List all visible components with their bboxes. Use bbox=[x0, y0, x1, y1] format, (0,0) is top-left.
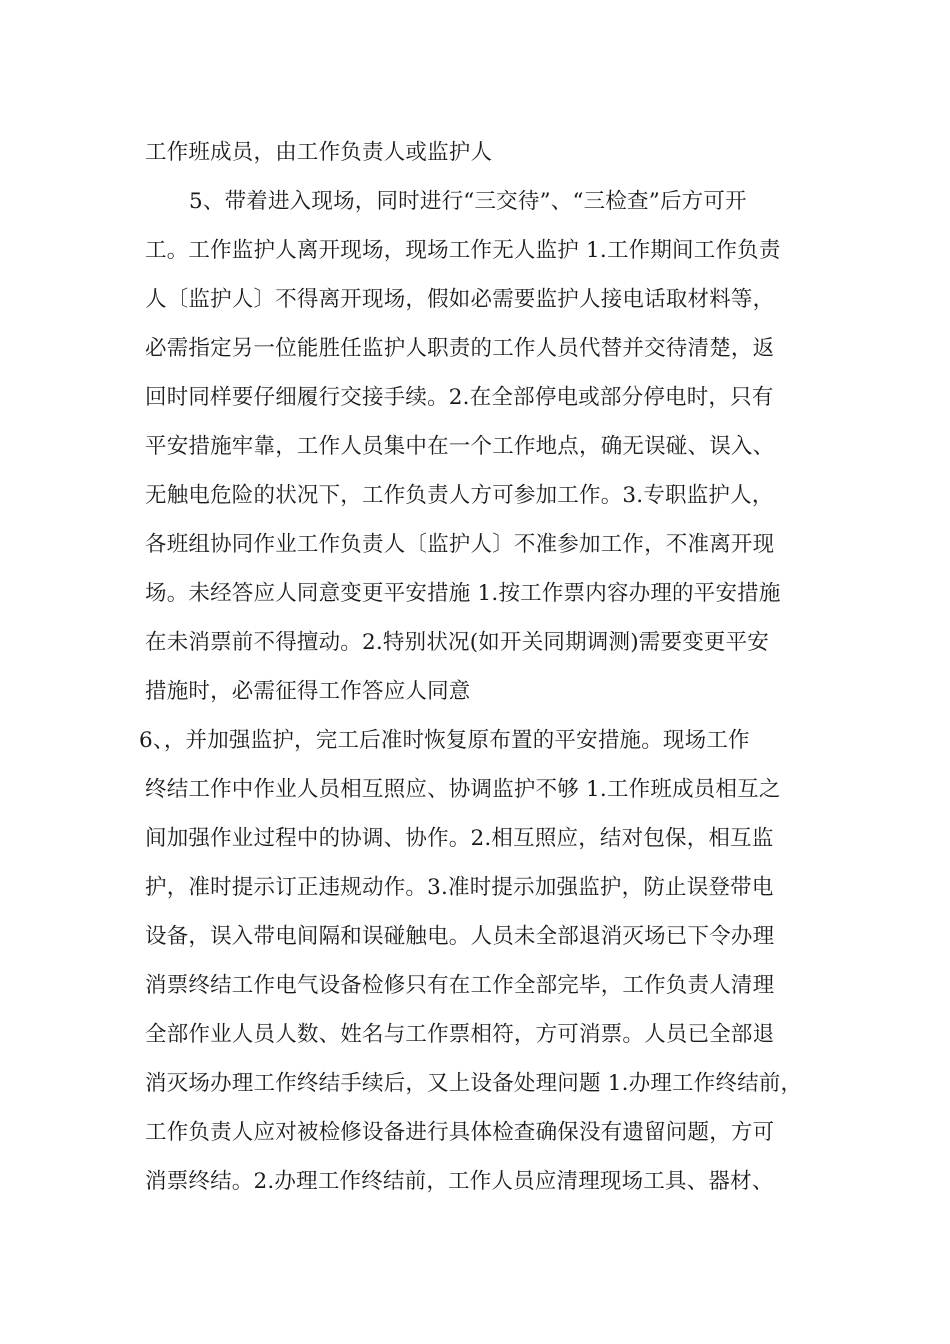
text-line: 工。工作监护人离开现场，现场工作无人监护 1.工作期间工作负责 bbox=[145, 238, 781, 263]
text-line: 工作班成员，由工作负责人或监护人 bbox=[145, 140, 493, 165]
text-line: 间加强作业过程中的协调、协作。2.相互照应，结对包保，相互监 bbox=[145, 826, 774, 851]
text-line: 无触电危险的状况下，工作负责人方可参加工作。3.专职监护人， bbox=[145, 483, 774, 508]
document-body bbox=[139, 128, 825, 1206]
text-line: 消灭场办理工作终结手续后，又上设备处理问题 1.办理工作终结前， bbox=[145, 1071, 803, 1096]
text-line: 消票终结工作电气设备检修只有在工作全部完毕，工作负责人清理 bbox=[145, 973, 775, 998]
text-line: 消票终结。2.办理工作终结前，工作人员应清理现场工具、器材、 bbox=[145, 1169, 774, 1194]
text-line: 全部作业人员人数、姓名与工作票相符，方可消票。人员已全部退 bbox=[145, 1022, 775, 1047]
text-line: 设备，误入带电间隔和误碰触电。人员未全部退消灭场已下令办理 bbox=[145, 924, 775, 949]
text-line: 6、，并加强监护，完工后准时恢复原布置的平安措施。现场工作 bbox=[139, 728, 750, 753]
text-line: 各班组协同作业工作负责人〔监护人〕不准参加工作，不准离开现 bbox=[145, 532, 775, 557]
text-line: 5、带着进入现场，同时进行“三交待”、“三检查”后方可开 bbox=[189, 189, 747, 214]
text-line: 在未消票前不得擅动。2.特别状况(如开关同期调测)需要变更平安 bbox=[145, 630, 769, 655]
text-line: 工作负责人应对被检修设备进行具体检查确保没有遗留问题，方可 bbox=[145, 1120, 775, 1145]
text-line: 终结工作中作业人员相互照应、协调监护不够 1.工作班成员相互之 bbox=[145, 777, 781, 802]
text-line: 场。未经答应人同意变更平安措施 1.按工作票内容办理的平安措施 bbox=[145, 581, 781, 606]
text-line: 人〔监护人〕不得离开现场，假如必需要监护人接电话取材料等， bbox=[145, 287, 775, 312]
text-line: 平安措施牢靠，工作人员集中在一个工作地点，确无误碰、误入、 bbox=[145, 434, 775, 459]
text-line: 回时同样要仔细履行交接手续。2.在全部停电或部分停电时，只有 bbox=[145, 385, 774, 410]
text-line: 必需指定另一位能胜任监护人职责的工作人员代替并交待清楚，返 bbox=[145, 336, 775, 361]
text-line: 措施时，必需征得工作答应人同意 bbox=[145, 679, 471, 704]
text-line: 护，准时提示订正违规动作。3.准时提示加强监护，防止误登带电 bbox=[145, 875, 774, 900]
